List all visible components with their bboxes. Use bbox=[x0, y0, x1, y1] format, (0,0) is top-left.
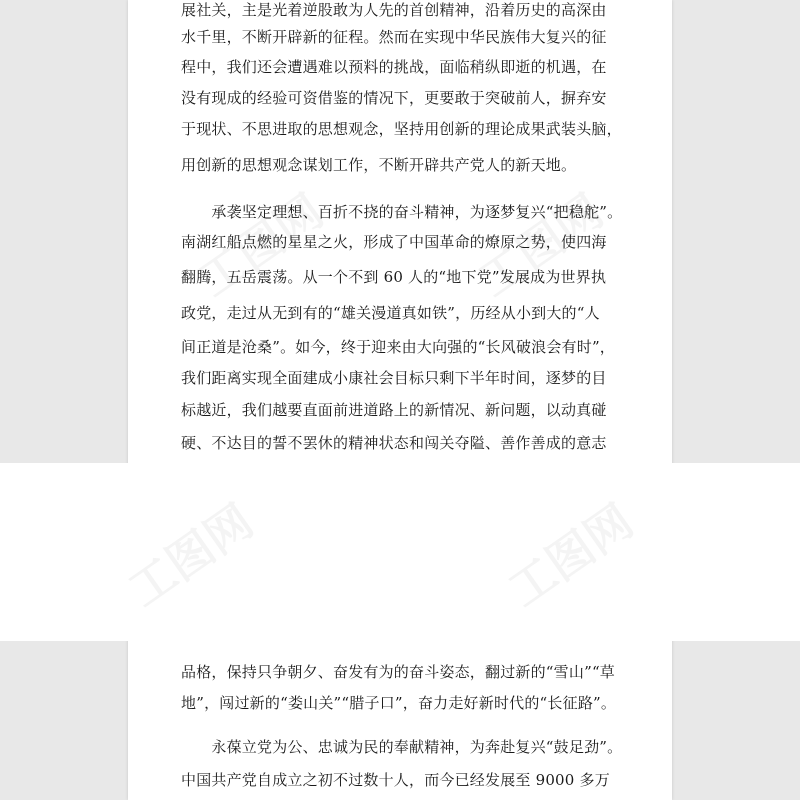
text-line: 程中，我们还会遭遇难以预料的挑战，面临稍纵即逝的机遇，在 bbox=[181, 58, 607, 76]
text-line: 于现状、不思进取的思想观念，坚持用创新的理论成果武装头脑， bbox=[181, 120, 622, 138]
text-line: 没有现成的经验可资借鉴的情况下，更要敢于突破前人，摒弃安 bbox=[181, 89, 607, 107]
text-line: 品格，保持只争朝夕、奋发有为的奋斗姿态，翻过新的“雪山”“草 bbox=[181, 663, 616, 681]
text-line: 政党，走过从无到有的“雄关漫道真如铁”，历经从小到大的“人 bbox=[181, 304, 600, 322]
text-line: 间正道是沧桑”。如今，终于迎来由大向强的“长风破浪会有时”， bbox=[181, 338, 616, 356]
text-line: 承袭坚定理想、百折不挠的奋斗精神，为逐梦复兴“把稳舵”。 bbox=[181, 203, 623, 221]
text-line: 标越近，我们越要直面前进道路上的新情况、新问题，以动真碰 bbox=[181, 401, 607, 419]
text-line: 永葆立党为公、忠诚为民的奉献精神，为奔赴复兴“鼓足劲”。 bbox=[181, 738, 623, 756]
text-line: 用创新的思想观念谋划工作，不断开辟共产党人的新天地。 bbox=[181, 156, 577, 174]
text-line: 我们距离实现全面建成小康社会目标只剩下半年时间，逐梦的目 bbox=[181, 369, 607, 387]
text-line: 地”，闯过新的“娄山关”“腊子口”，奋力走好新时代的“长征路”。 bbox=[181, 694, 617, 712]
text-line: 中国共产党自成立之初不过数十人，而今已经发展至 9000 多万 bbox=[181, 771, 610, 789]
page-gap bbox=[0, 463, 800, 641]
text-line: 翻腾，五岳震荡。从一个不到 60 人的“地下党”发展成为世界执 bbox=[181, 268, 607, 286]
text-line: 展社关，主是光着逆股敢为人先的首创精神，沿着历史的高深由 bbox=[181, 1, 607, 19]
text-line: 水千里，不断开辟新的征程。然而在实现中华民族伟大复兴的征 bbox=[181, 28, 607, 46]
text-line: 南湖红船点燃的星星之火，形成了中国革命的燎原之势，使四海 bbox=[181, 233, 607, 251]
text-line: 硬、不达目的誓不罢休的精神状态和闯关夺隘、善作善成的意志 bbox=[181, 434, 607, 452]
